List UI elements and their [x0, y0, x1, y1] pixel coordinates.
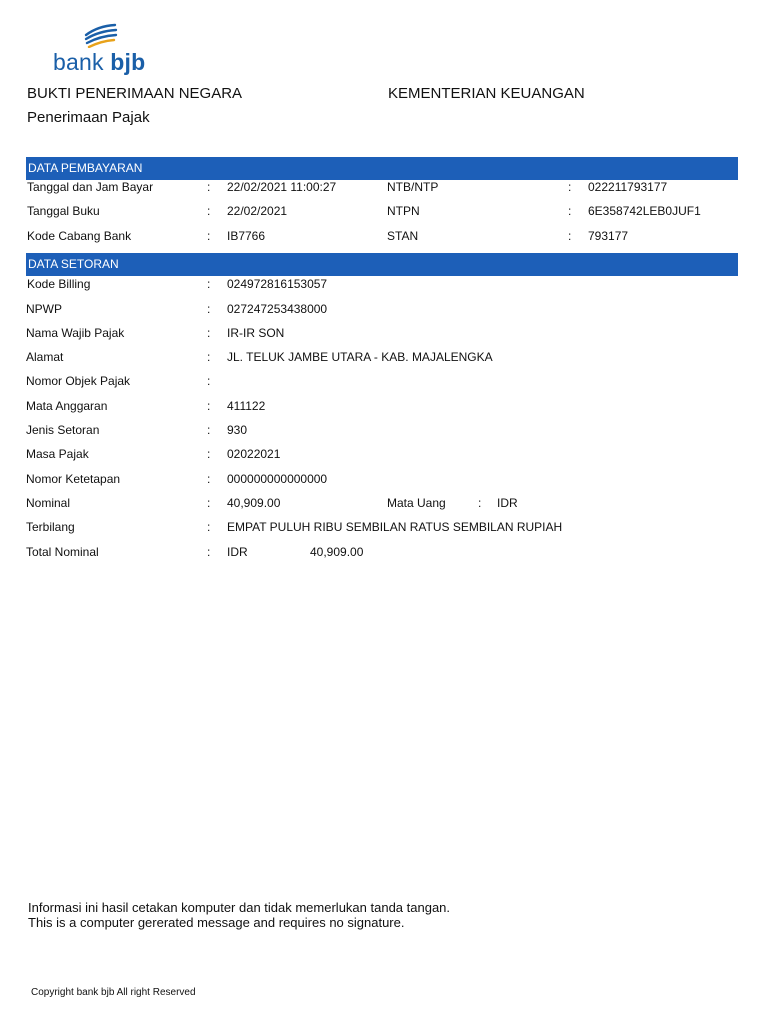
field-value: IDR	[497, 496, 518, 510]
colon: :	[207, 277, 211, 291]
pembayaran-row	[0, 177, 768, 197]
field-label: Masa Pajak	[26, 447, 89, 461]
field-value: 793177	[588, 229, 629, 243]
footer-note-line1: Informasi ini hasil cetakan komputer dan tidak memerlukan tanda tangan.	[28, 900, 451, 915]
footer-note-line2: This is a computer gererated message and requires no signature.	[28, 915, 405, 930]
field-value: 6E358742LEB0JUF1	[588, 204, 701, 218]
logo-text	[53, 49, 145, 76]
field-value: 22/02/2021	[227, 204, 288, 218]
colon: :	[207, 423, 211, 437]
setoran-row	[0, 517, 768, 537]
setoran-row	[0, 469, 768, 489]
field-value: 22/02/2021 11:00:27	[227, 180, 337, 194]
document-title: BUKTI PENERIMAAN NEGARA	[27, 85, 243, 102]
pembayaran-row	[0, 226, 768, 246]
colon: :	[207, 180, 211, 194]
field-value: 000000000000000	[227, 472, 328, 486]
field-label: Nominal	[26, 496, 71, 510]
copyright: Copyright bank bjb All right Reserved	[31, 987, 196, 998]
colon: :	[207, 472, 211, 486]
setoran-row	[0, 371, 768, 391]
field-value: 027247253438000	[227, 302, 328, 316]
field-label: STAN	[387, 229, 419, 243]
colon: :	[207, 374, 211, 388]
field-value: IDR	[227, 545, 248, 559]
field-value: 02022021	[227, 447, 281, 461]
logo-text-plain: bank	[53, 49, 104, 75]
field-label: Kode Cabang Bank	[27, 229, 132, 243]
field-value: EMPAT PULUH RIBU SEMBILAN RATUS SEMBILAN RUPIAH	[227, 520, 563, 534]
field-label: Mata Anggaran	[26, 399, 108, 413]
colon: :	[207, 204, 211, 218]
field-label: Tanggal dan Jam Bayar	[27, 180, 154, 194]
footer-note	[28, 900, 450, 930]
setoran-row	[0, 542, 768, 562]
document-subtitle: Penerimaan Pajak	[27, 109, 150, 126]
colon: :	[207, 350, 211, 364]
colon: :	[207, 496, 211, 510]
field-label: NPWP	[26, 302, 62, 316]
setoran-row	[0, 420, 768, 440]
pembayaran-row	[0, 201, 768, 221]
logo-text-bold: bjb	[110, 49, 146, 75]
setoran-row	[0, 274, 768, 294]
field-label: Tanggal Buku	[27, 204, 100, 218]
setoran-row	[0, 444, 768, 464]
field-value: IB7766	[227, 229, 266, 243]
section-header-setoran: DATA SETORAN	[26, 253, 738, 276]
bank-bjb-logo	[52, 22, 162, 78]
section-header-pembayaran: DATA PEMBAYARAN	[26, 157, 738, 180]
logo-wave-icon	[84, 22, 118, 48]
setoran-row	[0, 493, 768, 513]
colon: :	[207, 326, 211, 340]
total-amount: 40,909.00	[310, 545, 364, 559]
colon: :	[207, 545, 211, 559]
setoran-row	[0, 396, 768, 416]
colon: :	[207, 399, 211, 413]
ministry-title: KEMENTERIAN KEUANGAN	[388, 85, 585, 102]
field-value: 40,909.00	[227, 496, 281, 510]
colon: :	[478, 496, 482, 510]
field-label: Total Nominal	[26, 545, 99, 559]
colon: :	[207, 229, 211, 243]
field-label: NTPN	[387, 204, 420, 218]
field-value: IR-IR SON	[227, 326, 285, 340]
field-label: Mata Uang	[387, 496, 446, 510]
field-value: JL. TELUK JAMBE UTARA - KAB. MAJALENGKA	[227, 350, 493, 364]
colon: :	[568, 229, 572, 243]
colon: :	[207, 447, 211, 461]
field-label: Nomor Ketetapan	[26, 472, 121, 486]
colon: :	[207, 520, 211, 534]
field-label: Alamat	[26, 350, 64, 364]
field-label: Terbilang	[26, 520, 75, 534]
field-label: Nomor Objek Pajak	[26, 374, 131, 388]
field-value: 022211793177	[588, 180, 668, 194]
setoran-row	[0, 299, 768, 319]
field-label: Nama Wajib Pajak	[26, 326, 125, 340]
field-value: 411122	[227, 399, 266, 413]
field-label: Jenis Setoran	[26, 423, 100, 437]
setoran-row	[0, 323, 768, 343]
field-value: 024972816153057	[227, 277, 328, 291]
field-label: Kode Billing	[27, 277, 91, 291]
colon: :	[568, 204, 572, 218]
colon: :	[207, 302, 211, 316]
colon: :	[568, 180, 572, 194]
setoran-row	[0, 347, 768, 367]
field-label: NTB/NTP	[387, 180, 439, 194]
field-value: 930	[227, 423, 248, 437]
